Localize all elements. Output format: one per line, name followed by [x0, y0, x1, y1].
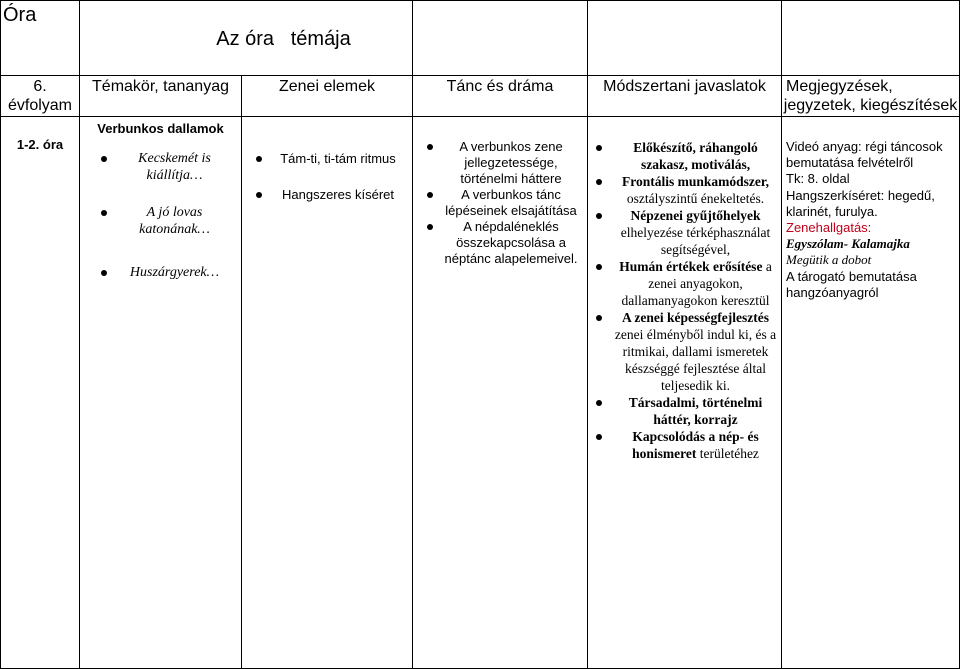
- tarogato-note: A tárogató bemutatása hangzóanyagról: [786, 268, 917, 300]
- song-item: A jó lovas katonának…: [80, 204, 241, 238]
- method-item-bold: Népzenei gyűjtőhelyek: [630, 208, 761, 223]
- header-megjegyzesek-line1: Megjegyzések,: [786, 78, 893, 95]
- header-empty-1: [413, 1, 588, 76]
- method-item-bold: Frontális munkamódszer,: [622, 174, 770, 189]
- method-item-text: a zenei anyagokon, dallamanyagokon keresztül: [621, 259, 772, 308]
- method-item: [588, 309, 781, 394]
- megjegyzesek-cell: [782, 117, 960, 669]
- musical-elements-list: [242, 151, 412, 203]
- method-item: [588, 258, 781, 309]
- method-list: [588, 139, 781, 462]
- method-item-text: zenei élményből indul ki, és a ritmikai, dallami ismeretek készséggé fejlesztése által teljesedik ki.: [614, 327, 777, 393]
- method-item-bold: Kapcsolódás a nép- és honismeret: [632, 429, 759, 461]
- method-item-text: osztályszintű énekeltetés.: [626, 191, 765, 206]
- dance-item: A verbunkos zene jellegzetessége, történelmi háttere: [413, 139, 587, 187]
- musical-element-item: Tám-ti, ti-tám ritmus: [242, 151, 412, 167]
- method-item-bold: Társadalmi, történelmi háttér, korrajz: [628, 395, 763, 427]
- header-temakor: Témakör, tananyag: [80, 76, 242, 117]
- song-item: Kecskemét is kiállítja…: [80, 150, 241, 184]
- method-item-bold: A zenei képességfejlesztés: [622, 310, 769, 325]
- header-megjegyzesek: [782, 76, 960, 117]
- header-zenei: Zenei elemek: [242, 76, 413, 117]
- listening-piece-2: Megütik a dobot: [786, 252, 872, 268]
- temakor-cell: [80, 117, 242, 669]
- header-modszertani: Módszertani javaslatok: [588, 76, 782, 117]
- method-item: [588, 139, 781, 173]
- header-megjegyzesek-line2: jegyzetek, kiegészítések: [783, 97, 958, 114]
- method-item: [588, 207, 781, 258]
- method-item: [588, 394, 781, 428]
- header-tema-label: Az óra témája: [216, 28, 351, 50]
- method-item-bold: Előkészítő, ráhangoló szakasz, motiválás,: [633, 140, 758, 172]
- lesson-number: 1-2. óra: [1, 117, 80, 669]
- instrument-note: Hangszerkíséret: hegedű, klarinét, furulya.: [786, 187, 935, 219]
- header-evfolyam-label: évfolyam: [7, 97, 73, 114]
- modszertani-cell: [588, 117, 782, 669]
- textbook-page: Tk: 8. oldal: [786, 171, 850, 187]
- header-row-2: [1, 76, 960, 117]
- header-evfolyam-num: 6.: [33, 78, 47, 95]
- header-tema: [80, 1, 413, 76]
- method-item: [588, 428, 781, 462]
- tanc-cell: [413, 117, 588, 669]
- temakor-title: Verbunkos dallamok: [97, 121, 224, 136]
- method-item-bold: Humán értékek erősítése: [619, 259, 763, 274]
- method-item-text: elhelyezése térképhasználat segítségével,: [620, 225, 771, 257]
- video-note: Videó anyag: régi táncosok bemutatása felvételről: [786, 139, 943, 171]
- header-ora-label: Óra: [3, 4, 37, 26]
- header-ora: [1, 1, 80, 76]
- listening-piece-1: Egyszólam- Kalamajka: [786, 236, 910, 252]
- method-item-text: területéhez: [696, 446, 759, 461]
- header-empty-3: [782, 1, 960, 76]
- header-tanc: Tánc és dráma: [413, 76, 588, 117]
- header-row-1: [1, 1, 960, 76]
- song-list: [80, 150, 241, 281]
- header-evfolyam: [1, 76, 80, 117]
- header-empty-2: [588, 1, 782, 76]
- method-item: [588, 173, 781, 207]
- dance-item: A népdaléneklés összekapcsolása a néptánc alapelemeivel.: [413, 219, 587, 267]
- dance-list: [413, 139, 587, 267]
- song-item: Huszárgyerek…: [80, 264, 241, 281]
- zenei-cell: [242, 117, 413, 669]
- lesson-row: [1, 117, 960, 669]
- musical-element-item: Hangszeres kíséret: [242, 187, 412, 203]
- dance-item: A verbunkos tánc lépéseinek elsajátítása: [413, 187, 587, 219]
- listening-heading: Zenehallgatás:: [786, 220, 872, 236]
